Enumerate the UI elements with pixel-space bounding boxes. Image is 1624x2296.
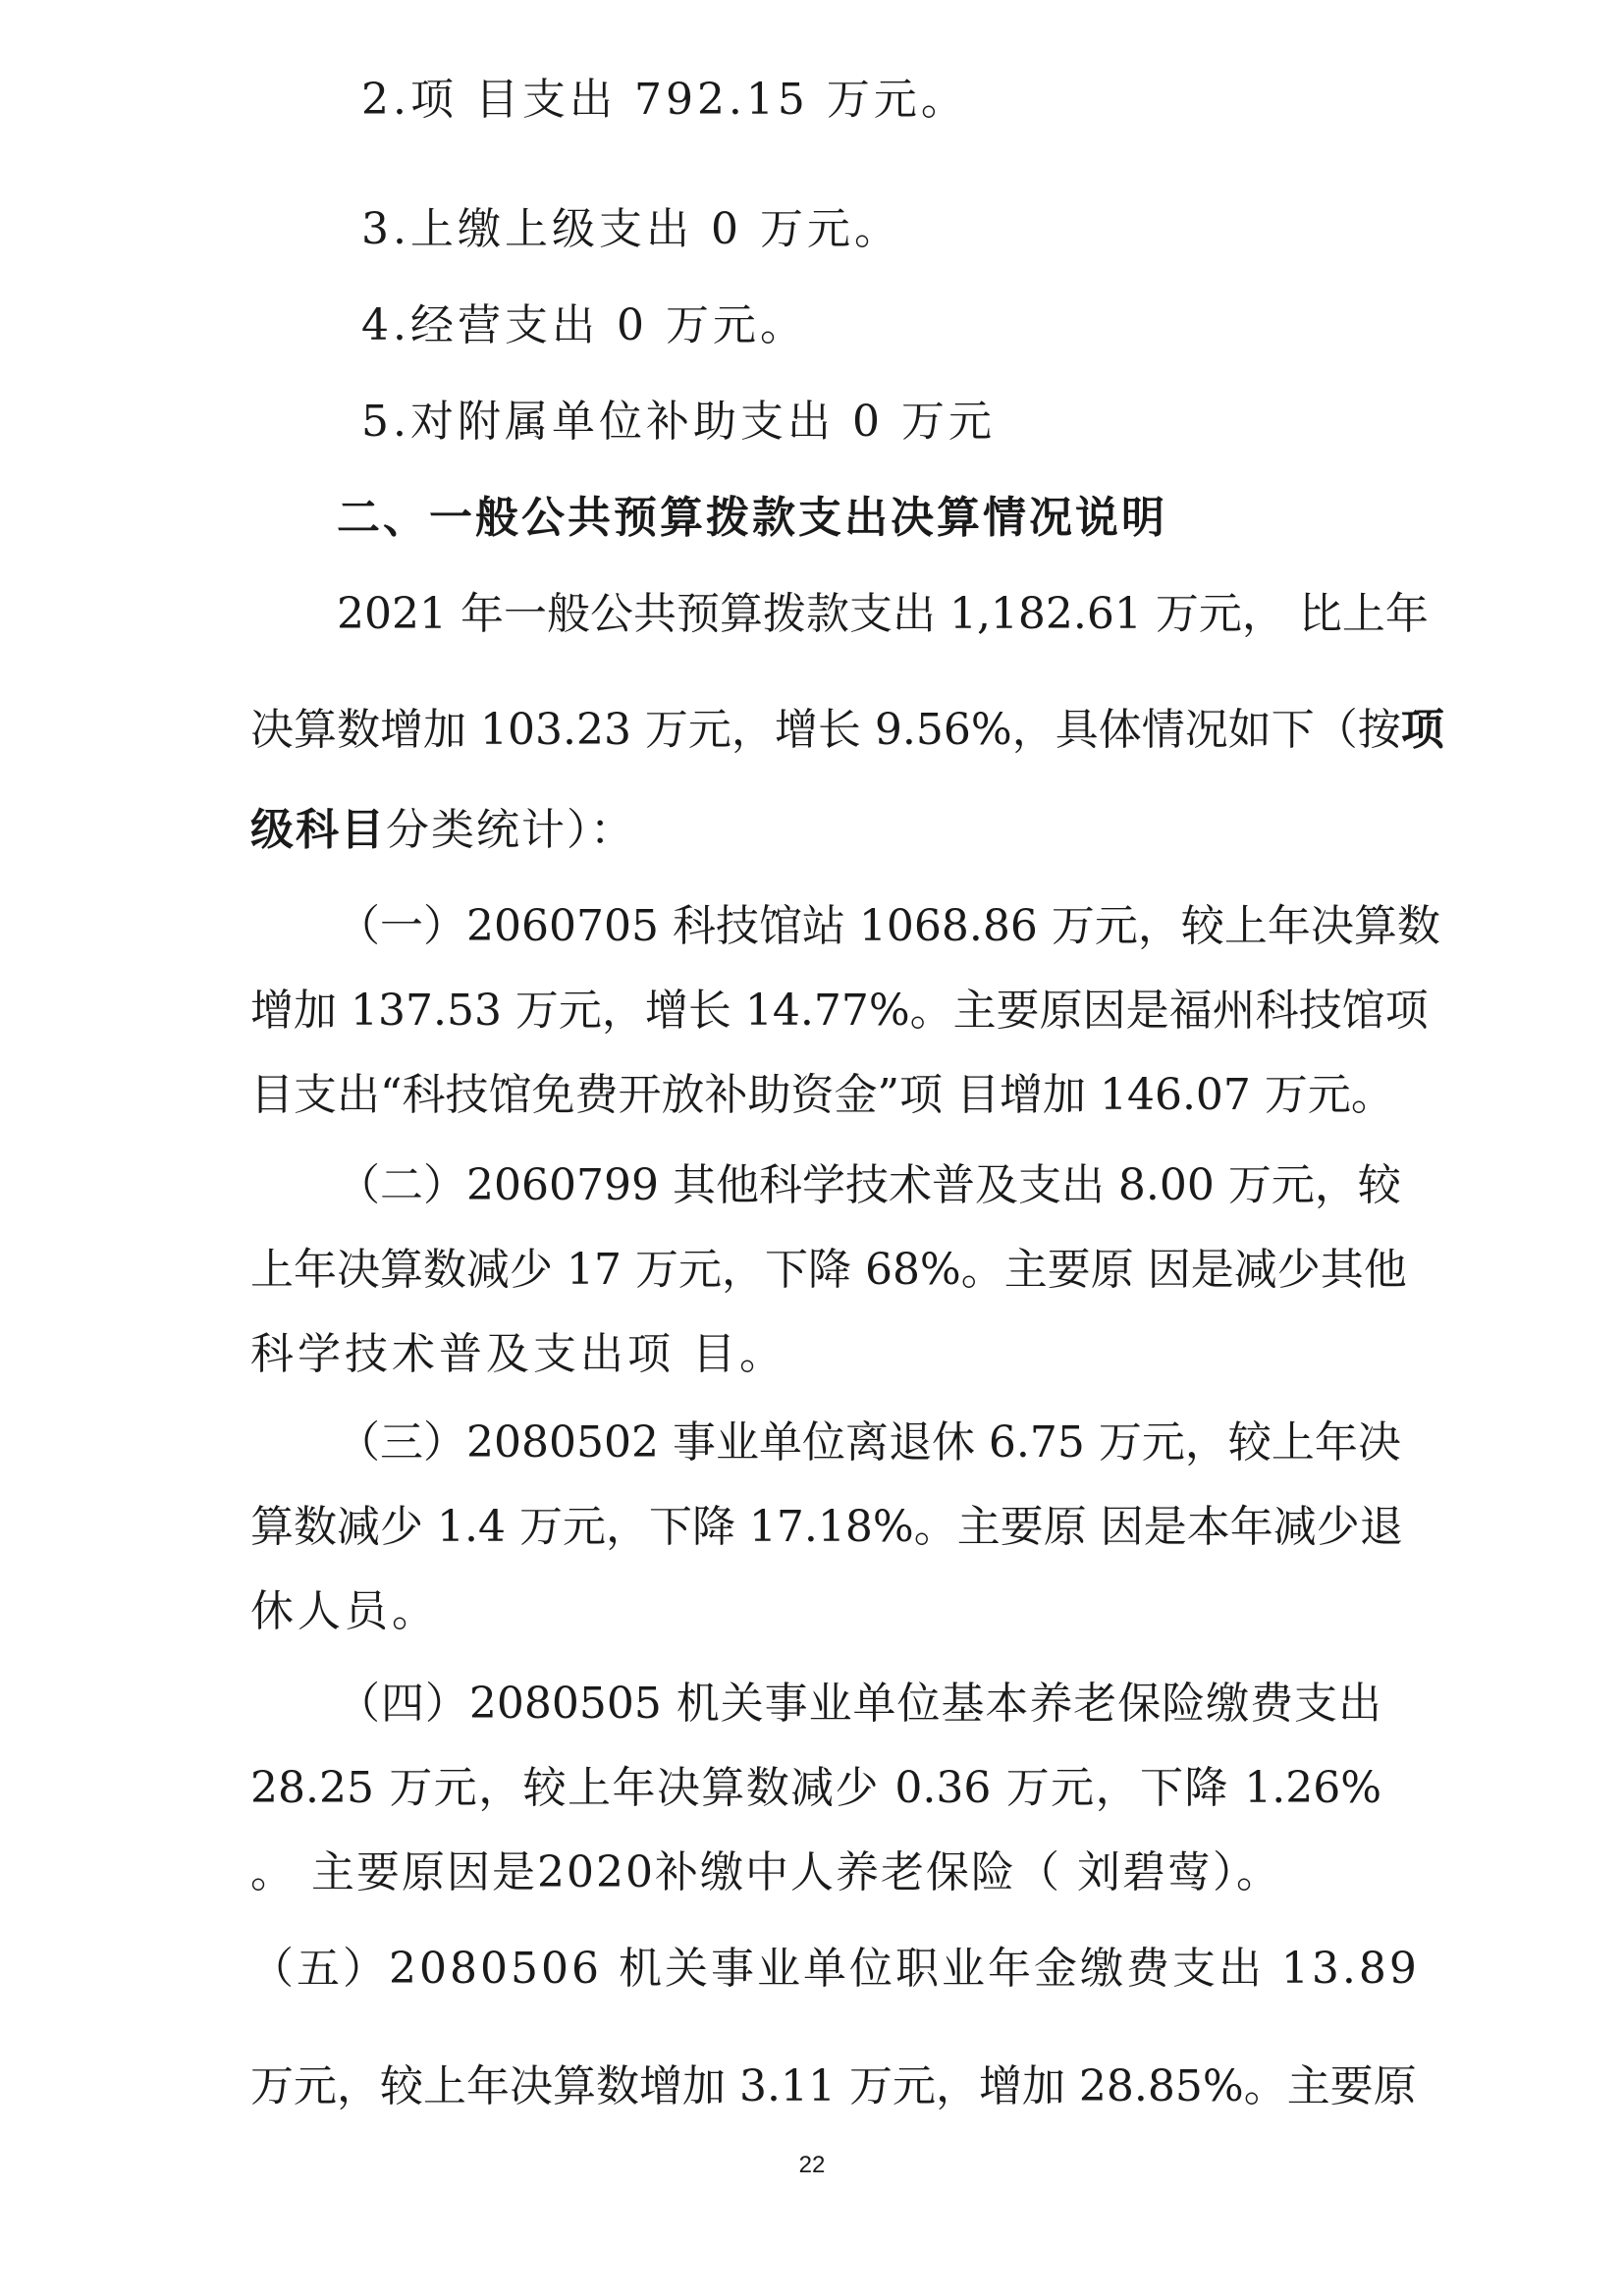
bold-text: 级科目 xyxy=(250,805,386,855)
text-span: 分类统计）： xyxy=(386,805,635,855)
text-line: 增加 137.53 万元，增长 14.77%。主要原因是福州科技馆项 xyxy=(250,986,1429,1036)
text-line: 上年决算数减少 17 万元，下降 68%。主要原 因是减少其他 xyxy=(250,1245,1407,1295)
text-line: 目支出“科技馆免费开放补助资金”项 目增加 146.07 万元。 xyxy=(250,1070,1394,1120)
text-line xyxy=(250,803,635,858)
text-line: 2021 年一般公共预算拨款支出 1,182.61 万元， 比上年 xyxy=(337,589,1429,639)
text-line: 算数减少 1.4 万元，下降 17.18%。主要原 因是本年减少退 xyxy=(250,1502,1403,1552)
section-heading: 二、一般公共预算拨款支出决算情况说明 xyxy=(337,493,1167,543)
text-line: 2.项 目支出 792.15 万元。 xyxy=(361,75,968,125)
text-line: 3.上缴上级支出 0 万元。 xyxy=(361,204,901,254)
text-line: 5.对附属单位补助支出 0 万元 xyxy=(361,397,996,447)
text-line: （一）2060705 科技馆站 1068.86 万元，较上年决算数 xyxy=(337,901,1440,951)
text-line: 万元，较上年决算数增加 3.11 万元，增加 28.85%。主要原 xyxy=(250,2061,1417,2111)
text-line: （五）2080506 机关事业单位职业年金缴费支出 13.89 xyxy=(250,1944,1420,1994)
text-line: 28.25 万元，较上年决算数减少 0.36 万元，下降 1.26% xyxy=(250,1763,1381,1813)
text-line: 休人员。 xyxy=(250,1586,439,1636)
text-line: （三）2080502 事业单位离退休 6.75 万元，较上年决 xyxy=(337,1417,1401,1468)
text-line: 科学技术普及支出项 目。 xyxy=(250,1329,786,1379)
page-number: 22 xyxy=(798,2152,826,2178)
text-line: （四）2080505 机关事业单位基本养老保险缴费支出 xyxy=(337,1679,1381,1729)
text-line: 4.经营支出 0 万元。 xyxy=(361,300,807,350)
text-line xyxy=(250,703,1444,758)
text-span: 决算数增加 103.23 万元，增长 9.56%，具体情况如下（按 xyxy=(250,705,1401,755)
bold-text: 项 xyxy=(1400,705,1444,755)
text-line: （二）2060799 其他科学技术普及支出 8.00 万元，较 xyxy=(337,1160,1401,1210)
text-line: 。 主要原因是2020补缴中人养老保险（ 刘碧莺）。 xyxy=(250,1847,1281,1897)
